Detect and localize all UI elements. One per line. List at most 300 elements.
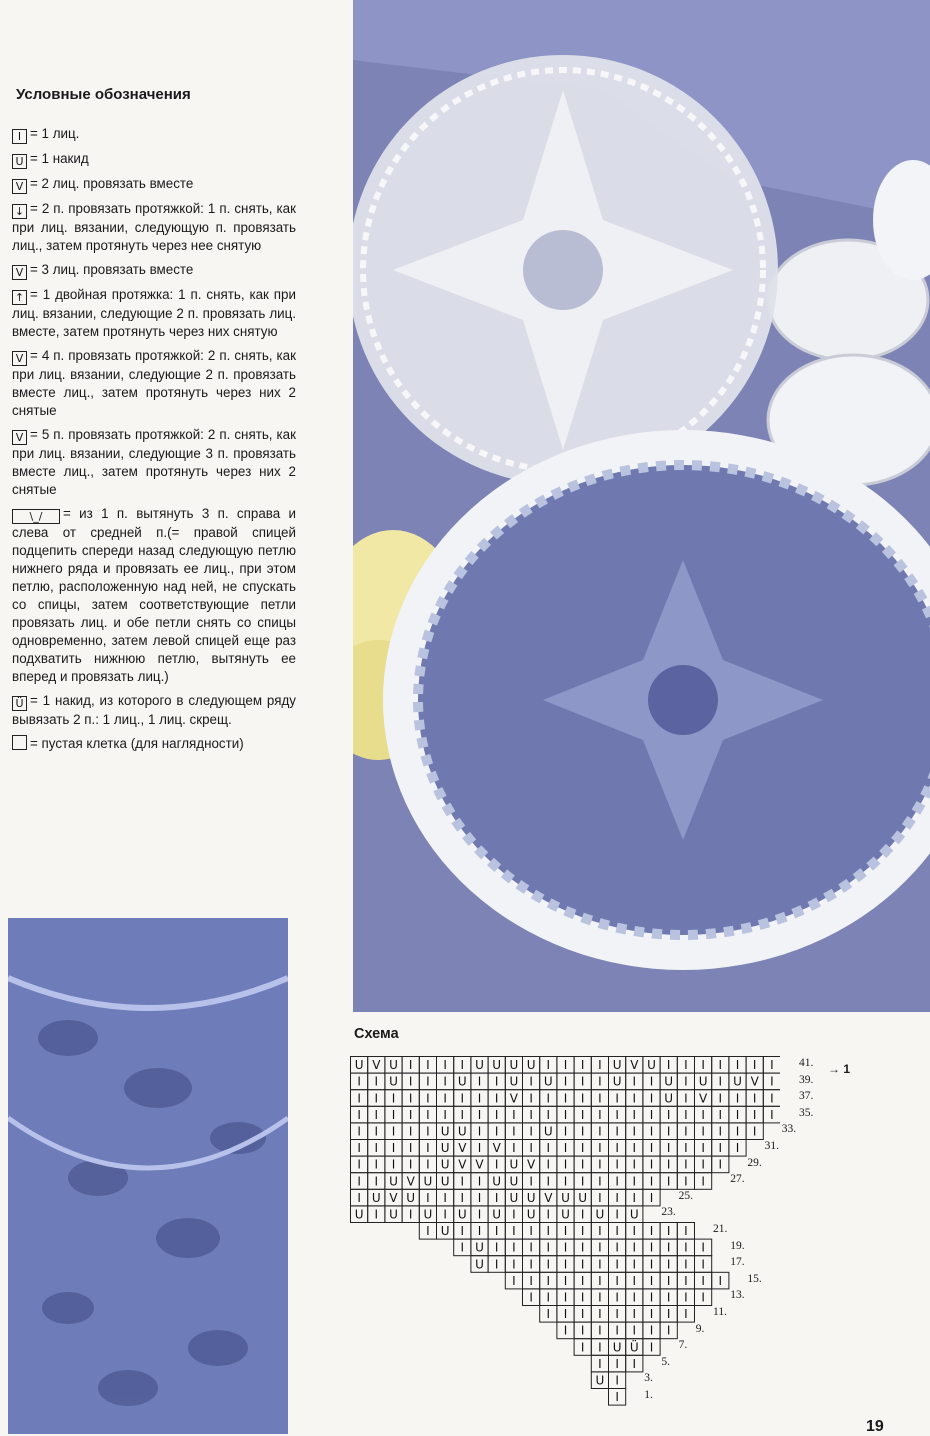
chart-symbol: U (578, 1190, 588, 1205)
chart-symbol: U (440, 1224, 450, 1239)
chart-symbol: I (460, 1107, 465, 1122)
chart-symbol: I (649, 1107, 654, 1122)
chart-symbol: U (612, 1340, 622, 1355)
legend-item (12, 261, 296, 280)
chart-symbol: I (632, 1107, 637, 1122)
chart-symbol: U (526, 1058, 536, 1073)
chart-symbol: I (684, 1124, 688, 1139)
chart-symbol: I (580, 1058, 585, 1073)
chart-symbol: I (563, 1124, 568, 1139)
chart-symbol: Ü (629, 1340, 639, 1355)
chart-symbol: I (546, 1290, 551, 1305)
chart-symbol: I (374, 1107, 379, 1122)
chart-symbol: I (460, 1058, 465, 1073)
doily-photo-illustration (353, 0, 930, 1012)
chart-symbol: I (649, 1190, 654, 1205)
chart-symbol: I (666, 1224, 671, 1239)
chart-symbol: U (698, 1074, 708, 1089)
chart-symbol: U (595, 1207, 605, 1222)
chart-symbol: U (389, 1058, 398, 1073)
chart-symbol: I (684, 1257, 688, 1272)
chart-symbol: I (494, 1074, 499, 1089)
chart-symbol: I (649, 1307, 654, 1322)
chart-symbol: I (649, 1124, 654, 1139)
chart-symbol: U (354, 1058, 364, 1073)
chart-symbol: I (684, 1091, 688, 1106)
chart-symbol: V (630, 1058, 639, 1073)
chart-symbol: I (426, 1224, 430, 1239)
chart-symbol: I (580, 1257, 585, 1272)
chart-symbol: I (684, 1074, 688, 1089)
chart-symbol: I (494, 1157, 499, 1172)
legend-item (12, 347, 296, 420)
chart-symbol: I (598, 1058, 602, 1073)
chart-symbol: I (529, 1174, 533, 1189)
chart-symbol: I (632, 1190, 637, 1205)
stitch-symbol-icon (12, 735, 27, 750)
chart-symbol: I (684, 1141, 688, 1156)
chart-symbol: V (389, 1190, 398, 1205)
legend-list (12, 125, 296, 753)
chart-symbol: I (426, 1141, 430, 1156)
chart-symbol: I (494, 1107, 499, 1122)
row-label: 35. (799, 1106, 814, 1119)
chart-symbol: I (426, 1190, 430, 1205)
chart-symbol: I (598, 1124, 602, 1139)
chart-symbol: I (408, 1124, 413, 1139)
chart-symbol: U (629, 1207, 639, 1222)
chart-symbol: I (701, 1290, 705, 1305)
chart-symbol: I (718, 1058, 723, 1073)
chart-symbol: I (770, 1107, 774, 1122)
chart-symbol: I (563, 1107, 568, 1122)
chart-symbol: I (615, 1257, 619, 1272)
schema-title: Схема (354, 1026, 399, 1042)
chart-symbol: I (443, 1107, 447, 1122)
chart-symbol: V (526, 1157, 536, 1172)
row-label: 13. (730, 1289, 745, 1302)
chart-symbol: I (546, 1257, 551, 1272)
chart-symbol: I (666, 1307, 671, 1322)
chart-symbol: I (357, 1141, 361, 1156)
chart-symbol: I (649, 1257, 654, 1272)
chart-symbol: U (406, 1190, 416, 1205)
chart-symbol: I (632, 1224, 637, 1239)
chart-symbol: I (632, 1074, 637, 1089)
legend-item (12, 200, 296, 255)
legend-text: = 4 п. провязать протяжкой: 2 п. снять, как при лиц. вязании, следующие 2 п. провязать вместе лиц., затем протянуть через них 2 снятые (12, 348, 296, 418)
chart-symbol: I (529, 1224, 533, 1239)
chart-symbol: I (477, 1107, 482, 1122)
chart-symbol: V (458, 1157, 467, 1172)
chart-symbol: I (752, 1058, 757, 1073)
legend-text: = 3 лиц. провязать вместе (30, 262, 194, 277)
chart-symbol: I (701, 1273, 705, 1288)
chart-symbol: U (664, 1091, 674, 1106)
chart-symbol: U (423, 1174, 433, 1189)
chart-symbol: I (563, 1240, 568, 1255)
knitting-chart-grid (350, 1056, 780, 1416)
chart-symbol: I (649, 1240, 654, 1255)
row-label: 11. (713, 1306, 727, 1318)
chart-symbol: I (580, 1091, 585, 1106)
chart-symbol: I (529, 1107, 533, 1122)
chart-symbol: I (443, 1207, 447, 1222)
chart-symbol: I (632, 1240, 637, 1255)
chart-symbol: U (733, 1074, 742, 1089)
chart-symbol: I (615, 1373, 619, 1388)
chart-symbol: I (529, 1091, 533, 1106)
chart-symbol: I (615, 1240, 619, 1255)
row-label: 3. (644, 1372, 653, 1385)
chart-symbol: I (649, 1091, 654, 1106)
chart-symbol: I (632, 1157, 637, 1172)
chart-symbol: I (512, 1257, 516, 1272)
legend-item (12, 692, 296, 729)
row-label: 41. (799, 1057, 814, 1069)
chart-symbol: I (512, 1107, 516, 1122)
chart-symbol: I (701, 1124, 705, 1139)
chart-symbol: I (632, 1174, 637, 1189)
chart-symbol: U (509, 1174, 519, 1189)
chart-symbol: I (512, 1141, 516, 1156)
legend-item (12, 426, 296, 499)
chart-symbol: I (632, 1307, 637, 1322)
chart-symbol: I (546, 1174, 551, 1189)
chart-symbol: I (494, 1124, 499, 1139)
chart-symbol: I (598, 1307, 602, 1322)
chart-symbol: U (561, 1190, 570, 1205)
chart-symbol: I (357, 1107, 361, 1122)
row-label: 29. (747, 1156, 762, 1169)
stitch-symbol-icon: V (12, 179, 27, 194)
chart-symbol: I (546, 1307, 551, 1322)
chart-symbol: I (477, 1207, 482, 1222)
chart-symbol: I (546, 1058, 551, 1073)
chart-symbol: I (666, 1058, 671, 1073)
chart-symbol: U (509, 1074, 519, 1089)
chart-symbol: I (374, 1074, 379, 1089)
chart-symbol: I (494, 1190, 499, 1205)
chart-symbol: I (752, 1107, 757, 1122)
chart-symbol: V (475, 1157, 484, 1172)
chart-symbol: I (391, 1157, 396, 1172)
chart-symbol: I (580, 1141, 585, 1156)
chart-symbol: I (529, 1257, 533, 1272)
stitch-symbol-icon: \_/ (12, 509, 60, 524)
chart-symbol: I (563, 1074, 568, 1089)
chart-symbol: I (615, 1124, 619, 1139)
chart-symbol: I (408, 1058, 413, 1073)
chart-symbol: U (492, 1207, 502, 1222)
chart-symbol: I (374, 1141, 379, 1156)
chart-symbol: I (563, 1091, 568, 1106)
chart-symbol: I (615, 1224, 619, 1239)
chart-symbol: I (684, 1107, 688, 1122)
legend-item (12, 150, 296, 169)
chart-symbol: I (615, 1323, 619, 1338)
chart-symbol: I (701, 1257, 705, 1272)
row-label: 25. (678, 1189, 693, 1202)
chart-symbol: I (580, 1207, 585, 1222)
chart-symbol: I (477, 1124, 482, 1139)
chart-symbol: I (615, 1290, 619, 1305)
chart-symbol: I (615, 1174, 619, 1189)
chart-symbol: I (512, 1224, 516, 1239)
chart-symbol: I (684, 1240, 688, 1255)
chart-symbol: I (649, 1290, 654, 1305)
chart-symbol: I (598, 1257, 602, 1272)
row-label: 9. (695, 1322, 705, 1335)
chart-symbol: I (666, 1323, 671, 1338)
chart-symbol: U (492, 1174, 502, 1189)
chart-symbol: I (684, 1273, 688, 1288)
chart-symbol: I (408, 1141, 413, 1156)
chart-symbol: I (615, 1207, 619, 1222)
chart-symbol: I (529, 1273, 533, 1288)
chart-symbol: I (684, 1307, 688, 1322)
chart-symbol: I (443, 1091, 447, 1106)
chart-symbol: I (460, 1190, 465, 1205)
chart-symbol: V (698, 1091, 708, 1106)
chart-symbol: I (718, 1124, 723, 1139)
chart-symbol: I (752, 1091, 757, 1106)
stitch-symbol-icon: I (12, 129, 27, 144)
chart-symbol: I (632, 1124, 637, 1139)
row-label: 15. (747, 1272, 762, 1285)
chart-symbol: I (752, 1124, 757, 1139)
stitch-symbol-icon: ↓ (12, 204, 27, 219)
legend-item (12, 735, 296, 753)
chart-symbol: I (546, 1107, 551, 1122)
row-label: 7. (678, 1339, 688, 1352)
chart-symbol: I (477, 1224, 482, 1239)
chart-symbol: U (509, 1058, 519, 1073)
chart-symbol: I (666, 1141, 671, 1156)
chart-symbol: I (684, 1058, 688, 1073)
chart-symbol: I (598, 1157, 602, 1172)
chart-symbol: U (354, 1207, 364, 1222)
chart-symbol: I (546, 1273, 551, 1288)
row-label: 5. (661, 1355, 671, 1368)
chart-symbol: I (649, 1224, 654, 1239)
chart-symbol: I (477, 1141, 482, 1156)
chart-symbol: I (374, 1157, 379, 1172)
legend-text: = 1 двойная протяжка: 1 п. снять, как при лиц. вязании, следующие 2 п. провязать лиц. вместе, затем протянуть через них снятую (12, 287, 296, 339)
chart-symbol: I (649, 1141, 654, 1156)
chart-symbol: I (357, 1157, 361, 1172)
chart-symbol: I (408, 1157, 413, 1172)
chart-symbol: I (701, 1141, 705, 1156)
chart-symbol: U (612, 1058, 622, 1073)
chart-symbol: I (718, 1273, 723, 1288)
chart-symbol: I (598, 1190, 602, 1205)
chart-symbol: I (563, 1224, 568, 1239)
chart-symbol: I (701, 1058, 705, 1073)
chart-symbol: I (357, 1190, 361, 1205)
chart-symbol: I (666, 1107, 671, 1122)
chart-symbol: I (374, 1207, 379, 1222)
chart-symbol: U (371, 1190, 381, 1205)
chart-symbol: U (595, 1373, 605, 1388)
chart-symbol: I (649, 1340, 654, 1355)
chart-symbol: I (426, 1074, 430, 1089)
chart-symbol: I (460, 1240, 465, 1255)
chart-symbol: I (666, 1273, 671, 1288)
chart-symbol: U (509, 1157, 519, 1172)
chart-symbol: I (684, 1224, 688, 1239)
chart-symbol: I (598, 1074, 602, 1089)
chart-symbol: I (529, 1074, 533, 1089)
legend-item (12, 286, 296, 341)
chart-symbol: I (598, 1290, 602, 1305)
legend-item (12, 505, 296, 686)
row-label: 33. (781, 1123, 797, 1136)
chart-symbol: I (701, 1157, 705, 1172)
chart-symbol: I (391, 1124, 396, 1139)
chart-symbol: U (457, 1207, 467, 1222)
chart-symbol: I (408, 1207, 413, 1222)
chart-symbol: I (770, 1074, 774, 1089)
chart-symbol: U (440, 1174, 450, 1189)
chart-symbol: U (664, 1074, 674, 1089)
chart-symbol: I (408, 1074, 413, 1089)
chart-symbol: I (391, 1107, 396, 1122)
chart-symbol: I (460, 1174, 465, 1189)
lace-closeup-photo (8, 918, 288, 1434)
chart-symbol: I (735, 1141, 740, 1156)
chart-symbol: U (423, 1207, 433, 1222)
chart-symbol: U (475, 1240, 484, 1255)
chart-symbol: I (357, 1074, 361, 1089)
chart-symbol: I (598, 1224, 602, 1239)
chart-symbol: I (718, 1107, 723, 1122)
row-label: 19. (730, 1239, 745, 1252)
chart-symbol: I (443, 1058, 447, 1073)
chart-symbol: I (666, 1124, 671, 1139)
chart-symbol: I (735, 1091, 740, 1106)
chart-symbol: I (580, 1107, 585, 1122)
chart-symbol: I (580, 1157, 585, 1172)
chart-symbol: I (615, 1141, 619, 1156)
chart-symbol: I (598, 1273, 602, 1288)
stitch-symbol-icon: V (12, 351, 27, 366)
chart-symbol: I (357, 1174, 361, 1189)
chart-symbol: I (357, 1124, 361, 1139)
chart-symbol: I (357, 1091, 361, 1106)
chart-symbol: I (718, 1074, 723, 1089)
chart-symbol: U (457, 1124, 467, 1139)
chart-symbol: U (475, 1257, 484, 1272)
chart-symbol: I (666, 1290, 671, 1305)
chart-symbol: I (598, 1107, 602, 1122)
row-label: 21. (713, 1223, 728, 1235)
chart-symbol: I (580, 1307, 585, 1322)
chart-symbol: I (494, 1257, 499, 1272)
chart-symbol: U (440, 1141, 450, 1156)
stitch-symbol-icon: U (12, 154, 27, 169)
legend-item (12, 125, 296, 144)
chart-symbol: I (701, 1174, 705, 1189)
chart-symbol: I (563, 1058, 568, 1073)
chart-symbol: I (632, 1273, 637, 1288)
chart-symbol: I (598, 1174, 602, 1189)
chart-symbol: I (632, 1356, 637, 1371)
chart-symbol: U (526, 1190, 536, 1205)
chart-symbol: I (426, 1091, 430, 1106)
legend-text: = 1 накид (30, 151, 89, 166)
legend-text: = 1 лиц. (30, 126, 80, 141)
chart-symbol: I (718, 1141, 723, 1156)
row-label: 17. (730, 1256, 745, 1269)
chart-symbol: I (666, 1257, 671, 1272)
chart-symbol: I (615, 1390, 619, 1405)
row-label: 37. (799, 1090, 814, 1103)
chart-symbol: I (615, 1157, 619, 1172)
chart-symbol: I (546, 1141, 551, 1156)
chart-symbol: I (649, 1273, 654, 1288)
chart-symbol: I (632, 1141, 637, 1156)
chart-symbol: I (529, 1124, 533, 1139)
chart-symbol: I (529, 1240, 533, 1255)
chart-symbol: I (701, 1107, 705, 1122)
chart-symbol: I (598, 1091, 602, 1106)
stitch-symbol-icon: V (12, 265, 27, 280)
chart-symbol: U (492, 1058, 502, 1073)
legend-text: = 5 п. провязать протяжкой: 2 п. снять, как при лиц. вязании, следующие 3 п. провязать вместе лиц., затем протянуть через них 2 снятые (12, 427, 296, 497)
chart-symbol: U (389, 1174, 398, 1189)
chart-symbol: I (649, 1157, 654, 1172)
chart-symbol: I (563, 1174, 568, 1189)
chart-symbol: I (426, 1157, 430, 1172)
chart-symbol: I (512, 1240, 516, 1255)
chart-symbol: U (440, 1124, 450, 1139)
chart-symbol: I (580, 1224, 585, 1239)
chart-symbol: I (580, 1340, 585, 1355)
chart-symbol: I (477, 1190, 482, 1205)
chart-symbol: I (770, 1091, 774, 1106)
chart-symbol: I (391, 1141, 396, 1156)
chart-symbol: V (372, 1058, 381, 1073)
chart-symbol: I (546, 1224, 551, 1239)
chart-symbol: V (544, 1190, 553, 1205)
chart-symbol: U (543, 1074, 553, 1089)
chart-symbol: I (718, 1091, 723, 1106)
chart-symbol: I (770, 1058, 774, 1073)
chart-symbol: I (666, 1174, 671, 1189)
chart-symbol: U (561, 1207, 570, 1222)
chart-symbol: I (460, 1224, 465, 1239)
chart-symbol: V (492, 1141, 501, 1156)
chart-symbol: I (598, 1340, 602, 1355)
chart-symbol: U (475, 1058, 484, 1073)
chart-symbol: I (684, 1157, 688, 1172)
chart-symbol: I (563, 1257, 568, 1272)
chart-symbol: I (426, 1058, 430, 1073)
chart-symbol: I (615, 1273, 619, 1288)
chart-symbol: I (632, 1257, 637, 1272)
chart-symbol: I (580, 1174, 585, 1189)
chart-symbol: I (598, 1323, 602, 1338)
chart-symbol: I (477, 1074, 482, 1089)
chart-symbol: I (546, 1240, 551, 1255)
lace-closeup-illustration (8, 918, 288, 1434)
chart-symbol: I (546, 1157, 551, 1172)
chart-symbol: I (563, 1323, 568, 1338)
chart-symbol: I (477, 1174, 482, 1189)
chart-symbol: I (632, 1323, 637, 1338)
row-label: 1. (644, 1389, 653, 1401)
